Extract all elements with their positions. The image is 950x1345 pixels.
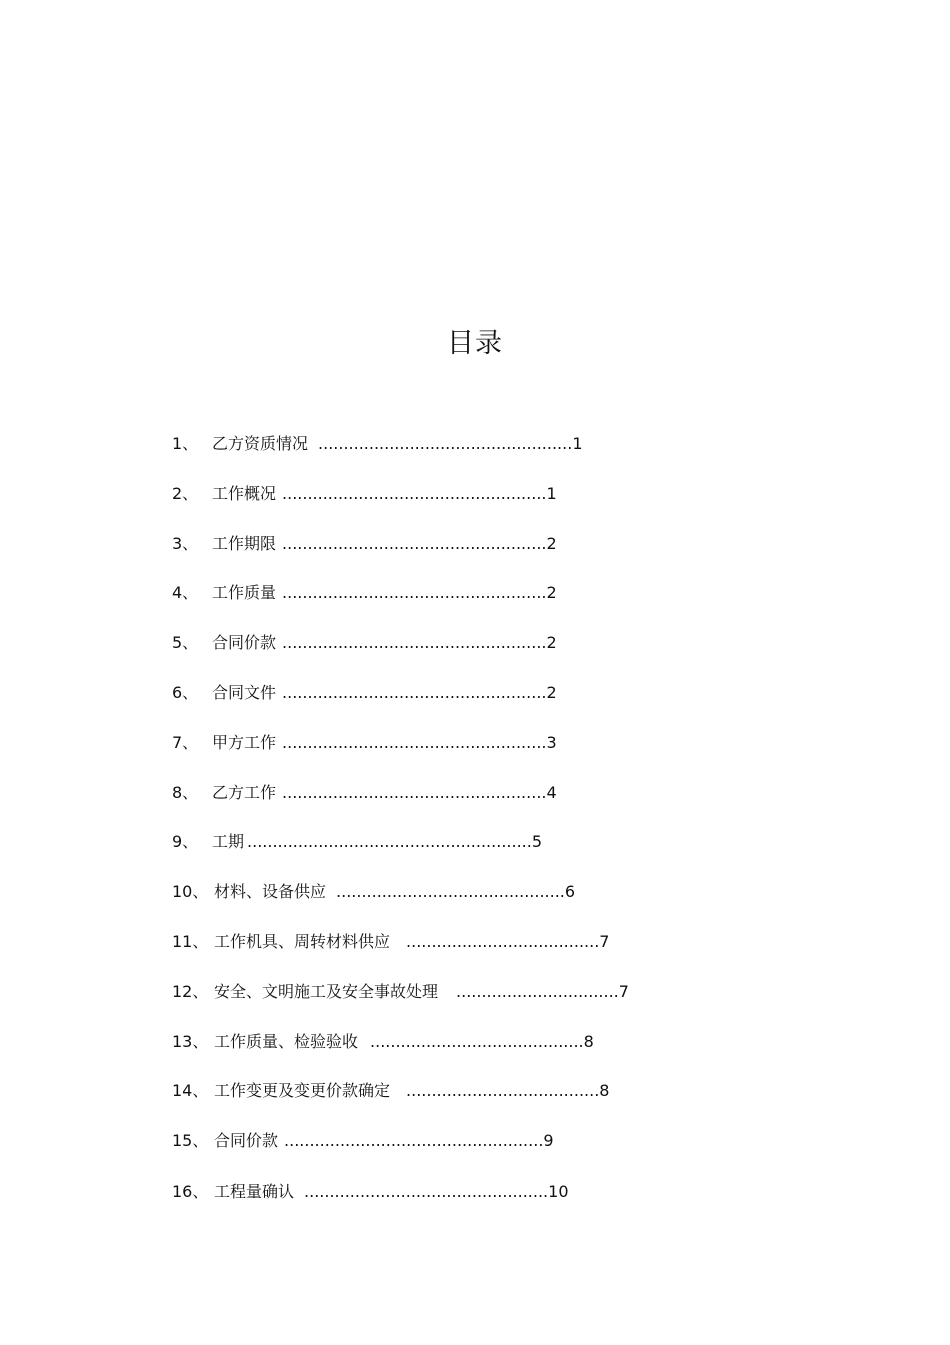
toc-page-number: 8 (599, 1081, 610, 1100)
toc-leader: ............................................. (336, 882, 565, 901)
toc-page-number: 5 (531, 832, 543, 851)
toc-number: 14、 (172, 1081, 209, 1100)
toc-title: 甲方工作 (212, 733, 277, 752)
toc-entry[interactable] (172, 681, 557, 705)
page-title: 目录 (447, 328, 503, 359)
toc-leader: ................................................... (284, 1131, 544, 1150)
toc-page-number: 4 (546, 783, 557, 802)
toc-title: 乙方资质情况 (212, 434, 309, 453)
toc-number: 1、 (172, 434, 199, 453)
toc-entry[interactable] (172, 731, 557, 755)
toc-page-number: 1 (546, 484, 557, 503)
toc-page-number: 2 (546, 633, 557, 652)
toc-number: 11、 (172, 932, 209, 951)
toc-leader: ........................................................ (247, 832, 532, 851)
toc-leader: ................................................ (304, 1182, 549, 1201)
toc-entry[interactable] (172, 482, 557, 506)
toc-title: 安全、文明施工及安全事故处理 (214, 982, 439, 1001)
toc-leader: .................................................... (282, 683, 547, 702)
toc-entry[interactable] (172, 1079, 609, 1103)
toc-leader: .................................................. (318, 434, 573, 453)
toc-number: 15、 (172, 1131, 209, 1150)
toc-title: 工作变更及变更价款确定 (214, 1081, 391, 1100)
toc-entry[interactable] (172, 631, 557, 655)
toc-number: 9、 (172, 832, 199, 851)
toc-leader: .................................................... (282, 534, 547, 553)
toc-page-number: 7 (599, 932, 610, 951)
toc-entry[interactable] (172, 532, 557, 556)
toc-page-number: 9 (543, 1131, 554, 1150)
toc-leader: .................................................... (282, 733, 547, 752)
toc-number: 4、 (172, 583, 199, 602)
toc-entry[interactable] (172, 781, 557, 805)
toc-number: 8、 (172, 783, 199, 802)
toc-title: 工作质量、检验验收 (214, 1032, 359, 1051)
toc-number: 6、 (172, 683, 199, 702)
toc-title: 工期 (212, 832, 245, 851)
toc-title: 工程量确认 (214, 1182, 295, 1201)
toc-leader: .................................................... (282, 484, 547, 503)
toc-title: 工作期限 (212, 534, 277, 553)
toc-leader: ...................................... (406, 1081, 600, 1100)
toc-leader: ................................ (456, 982, 619, 1001)
toc-page-number: 7 (618, 982, 629, 1001)
toc-leader: ...................................... (406, 932, 600, 951)
toc-page-number: 6 (564, 882, 576, 901)
toc-page-number: 3 (546, 733, 557, 752)
toc-entry[interactable] (172, 980, 629, 1004)
toc-page-number: 1 (572, 434, 583, 453)
toc-entry[interactable] (172, 581, 557, 605)
toc-entry[interactable] (172, 880, 575, 904)
toc-leader: .................................................... (282, 583, 547, 602)
toc-title: 材料、设备供应 (214, 882, 327, 901)
toc-page-number: 10 (548, 1182, 569, 1201)
toc-entry[interactable] (172, 1030, 594, 1054)
toc-title: 工作概况 (212, 484, 277, 503)
toc-entry[interactable] (172, 930, 609, 954)
toc-page-number: 2 (546, 583, 557, 602)
toc-page-number: 2 (546, 683, 557, 702)
toc-entry[interactable] (172, 1180, 569, 1204)
toc-number: 13、 (172, 1032, 209, 1051)
toc-number: 5、 (172, 633, 199, 652)
toc-number: 12、 (172, 982, 209, 1001)
toc-title: 合同价款 (212, 633, 277, 652)
toc-number: 16、 (172, 1182, 209, 1201)
toc-leader: .................................................... (282, 633, 547, 652)
toc-title: 工作机具、周转材料供应 (214, 932, 391, 951)
toc-page-number: 8 (583, 1032, 594, 1051)
toc-number: 10、 (172, 882, 209, 901)
toc-entry[interactable] (172, 1129, 554, 1153)
toc-leader: .......................................... (370, 1032, 584, 1051)
toc-entry[interactable] (172, 830, 542, 854)
toc-entry[interactable] (172, 432, 583, 456)
toc-title: 乙方工作 (212, 783, 277, 802)
toc-number: 7、 (172, 733, 199, 752)
toc-number: 2、 (172, 484, 199, 503)
toc-leader: .................................................... (282, 783, 547, 802)
toc-page-number: 2 (546, 534, 557, 553)
toc-title: 合同文件 (212, 683, 277, 702)
toc-number: 3、 (172, 534, 199, 553)
toc-title: 合同价款 (214, 1131, 279, 1150)
toc-title: 工作质量 (212, 583, 277, 602)
